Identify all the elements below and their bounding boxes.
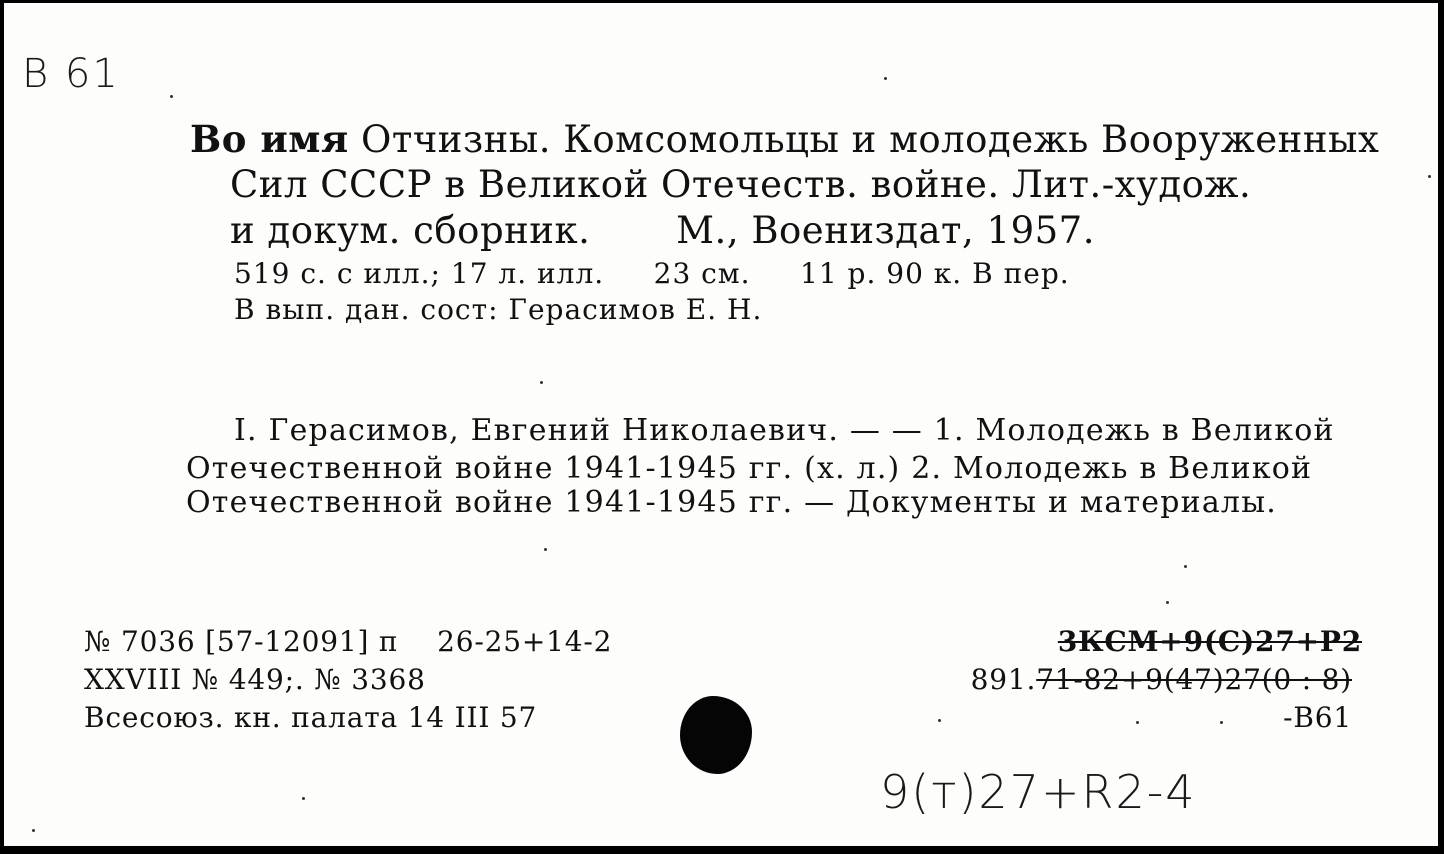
subject-line-3: Отечественной войне 1941-1945 гг. — Документы и материалы. [186, 485, 1278, 520]
handwritten-classification: 9(т)27+R2-4 [880, 765, 1197, 819]
footer-right-index-prefix: 891. [970, 663, 1037, 696]
speck [1220, 721, 1223, 724]
speck [302, 797, 305, 800]
speck [1136, 721, 1139, 724]
speck [1166, 601, 1169, 604]
scan-border [0, 846, 1444, 854]
speck [544, 548, 547, 551]
entry-compiler-note: В вып. дан. сост: Герасимов Е. Н. [234, 293, 763, 326]
footer-left-line-1: № 7036 [57-12091] п 26-25+14-2 [84, 625, 613, 658]
subject-line-1: I. Герасимов, Евгений Николаевич. — — 1. Молодежь в Великой [234, 413, 1335, 448]
footer-right-struck-index: 3КСМ+9(С)27+Р2 [1057, 625, 1362, 658]
footer-left-line-3: Всесоюз. кн. палата 14 III 57 [84, 701, 538, 734]
footer-right-shelfmark: -В61 [1283, 701, 1352, 734]
speck [1428, 175, 1431, 178]
speck [170, 95, 173, 98]
subject-line-2: Отечественной войне 1941-1945 гг. (х. л.) 2. Молодежь в Великой [186, 451, 1313, 486]
catalog-card [4, 3, 1438, 849]
entry-title-start: Отчизны. Комсомольцы и молодежь Вооруженных [361, 118, 1380, 161]
footer-left-line-2: XXVIII № 449;. № 3368 [84, 663, 426, 696]
speck [32, 829, 35, 832]
speck [938, 719, 941, 722]
shelfmark-handwritten: В 61 [22, 51, 120, 97]
speck [540, 381, 543, 384]
speck [884, 77, 887, 80]
entry-physical-description: 519 с. с илл.; 17 л. илл. 23 см. 11 р. 90 к. В пер. [234, 257, 1070, 290]
footer-right-index [971, 663, 1352, 696]
entry-line-3: и докум. сборник. М., Воениздат, 1957. [230, 209, 1095, 252]
entry-heading-bold: Во имя [190, 117, 349, 161]
entry-line-2: Сил СССР в Великой Отечеств. войне. Лит.-худож. [230, 163, 1252, 206]
punch-hole [680, 696, 752, 774]
entry-line-1 [190, 117, 1379, 161]
speck [1184, 565, 1187, 568]
footer-right-index-struck: 71-82+9(47)27(0 : 8) [1036, 663, 1352, 696]
